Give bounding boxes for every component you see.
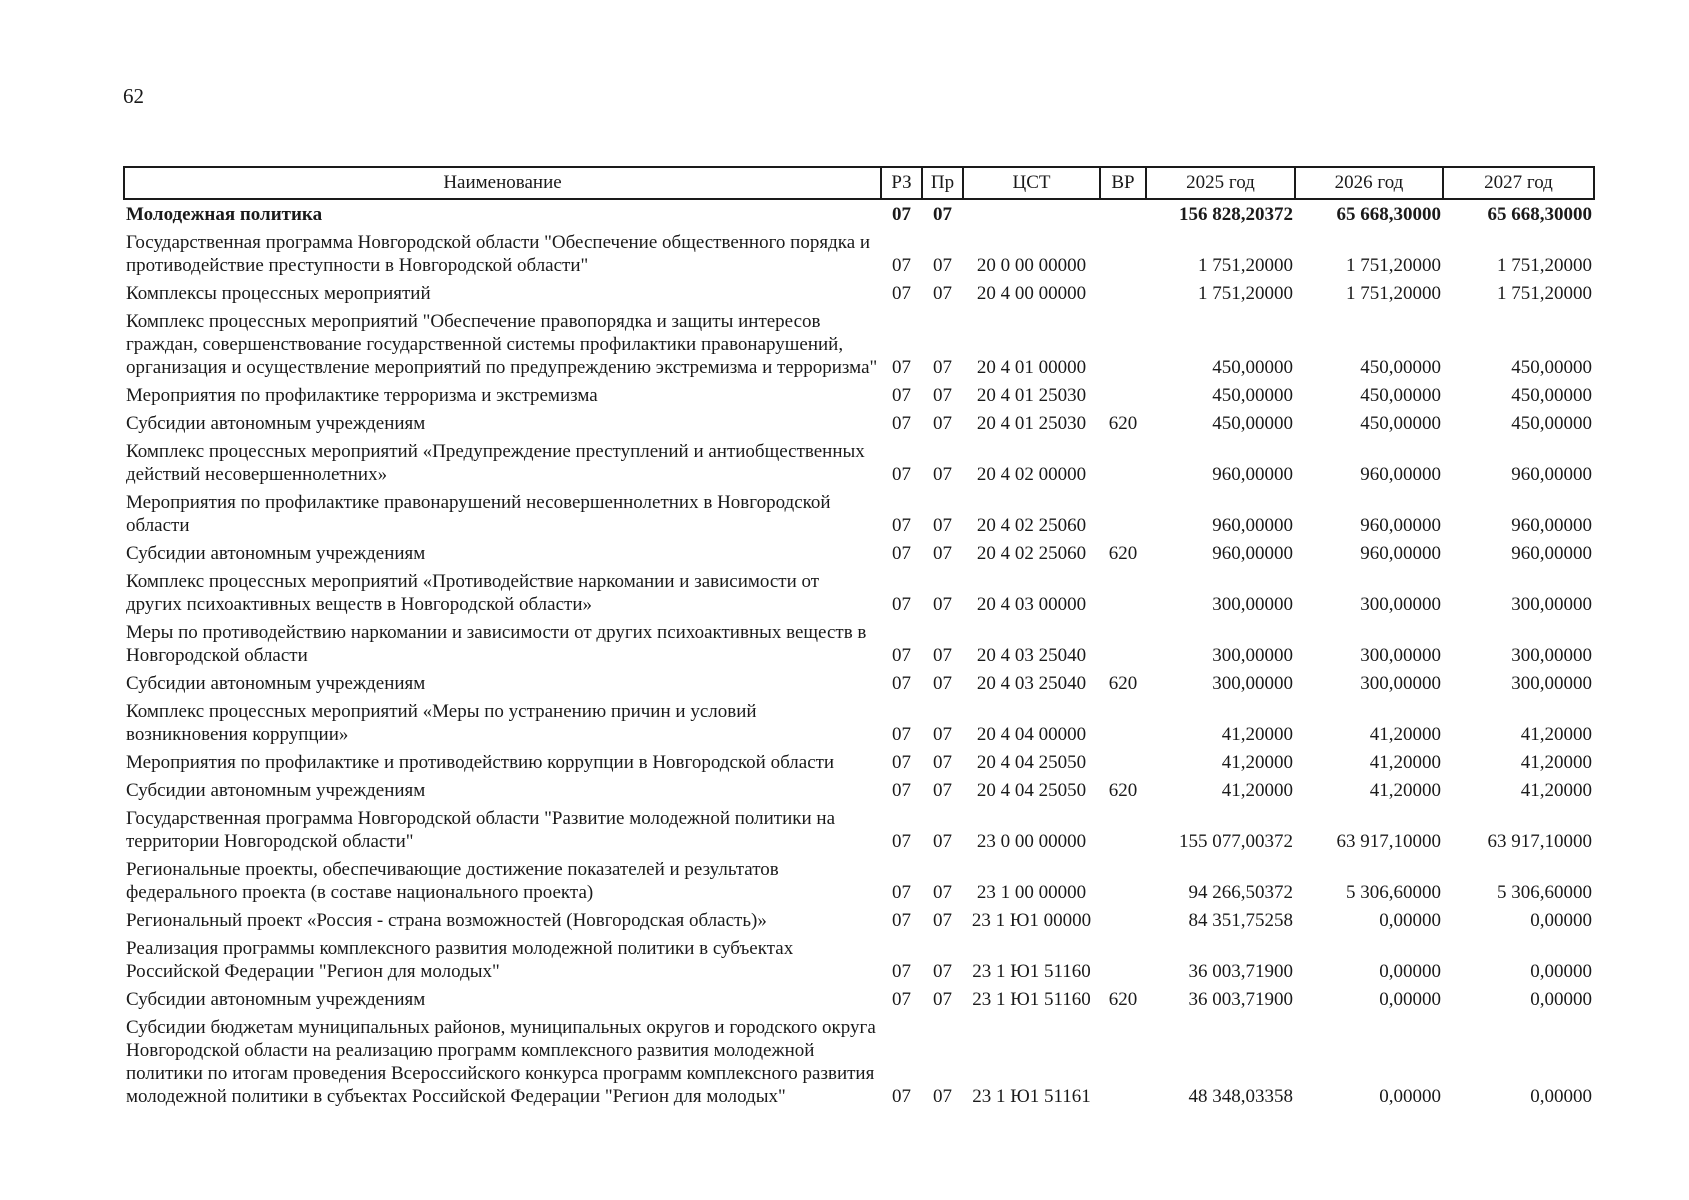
cell-vr — [1100, 802, 1146, 853]
cell-2026: 1 751,20000 — [1346, 255, 1441, 276]
table-row — [124, 277, 1594, 305]
cell-cst: 20 4 03 00000 — [976, 594, 1087, 615]
cell-pr: 07 — [933, 413, 952, 434]
cell-pr: 07 — [933, 255, 952, 276]
cell-pr: 07 — [933, 283, 952, 304]
cell-pr: 07 — [933, 357, 952, 378]
cell-2026: 300,00000 — [1360, 645, 1441, 666]
cell-vr: 620 — [1108, 673, 1138, 694]
cell-rz: 07 — [892, 413, 911, 434]
cell-2025: 450,00000 — [1212, 357, 1293, 378]
cell-vr: 620 — [1108, 780, 1138, 801]
cell-rz: 07 — [892, 673, 911, 694]
cell-cst: 23 0 00 00000 — [976, 831, 1087, 852]
cell-vr: 620 — [1108, 413, 1138, 434]
cell-2025: 300,00000 — [1212, 645, 1293, 666]
cell-2027: 63 917,10000 — [1487, 831, 1592, 852]
cell-pr: 07 — [933, 1086, 952, 1107]
cell-2027: 300,00000 — [1511, 673, 1592, 694]
cell-rz: 07 — [892, 1086, 911, 1107]
table-row — [124, 904, 1594, 932]
table-row — [124, 407, 1594, 435]
cell-2027: 65 668,30000 — [1487, 204, 1592, 225]
cell-name: Мероприятия по профилактике правонарушений несовершеннолетних в Новгородской области — [126, 492, 831, 536]
cell-pr: 07 — [933, 645, 952, 666]
table-row — [124, 853, 1594, 904]
cell-vr: 620 — [1108, 543, 1138, 564]
cell-2025: 155 077,00372 — [1179, 831, 1293, 852]
cell-2027: 1 751,20000 — [1497, 283, 1592, 304]
cell-2027: 960,00000 — [1511, 543, 1592, 564]
cell-2025: 41,20000 — [1221, 752, 1293, 773]
cell-2026: 450,00000 — [1360, 413, 1441, 434]
cell-name: Субсидии автономным учреждениям — [126, 673, 426, 694]
cell-vr — [1100, 277, 1146, 305]
cell-cst: 23 1 Ю1 00000 — [971, 910, 1092, 931]
cell-name: Субсидии автономным учреждениям — [126, 780, 426, 801]
cell-rz: 07 — [892, 752, 911, 773]
cell-2025: 960,00000 — [1212, 543, 1293, 564]
cell-cst: 20 4 04 25050 — [976, 780, 1087, 801]
cell-2027: 450,00000 — [1511, 385, 1592, 406]
cell-2027: 300,00000 — [1511, 645, 1592, 666]
cell-rz: 07 — [892, 255, 911, 276]
cell-vr — [1100, 932, 1146, 983]
cell-vr — [1100, 199, 1146, 226]
table-row — [124, 616, 1594, 667]
cell-2027: 0,00000 — [1530, 961, 1592, 982]
cell-2026: 0,00000 — [1379, 1086, 1441, 1107]
cell-cst: 20 4 03 25040 — [976, 673, 1087, 694]
cell-2026: 1 751,20000 — [1346, 283, 1441, 304]
table-header-row — [124, 167, 1594, 199]
cell-cst: 23 1 Ю1 51160 — [972, 961, 1091, 982]
cell-name: Субсидии автономным учреждениям — [126, 543, 426, 564]
cell-pr: 07 — [933, 594, 952, 615]
cell-cst — [963, 199, 1100, 226]
cell-vr — [1100, 435, 1146, 486]
cell-rz: 07 — [892, 961, 911, 982]
cell-vr — [1100, 1011, 1146, 1108]
cell-2027: 0,00000 — [1530, 910, 1592, 931]
cell-rz: 07 — [892, 464, 911, 485]
cell-pr: 07 — [933, 882, 952, 903]
cell-cst: 23 1 Ю1 51160 — [972, 989, 1091, 1010]
cell-name: Комплекс процессных мероприятий «Противодействие наркомании и зависимости от других психоактивных веществ в Новгородской области» — [126, 571, 820, 615]
page-number: 62 — [123, 84, 144, 108]
cell-vr — [1100, 695, 1146, 746]
cell-2025: 48 348,03358 — [1188, 1086, 1293, 1107]
table-row — [124, 746, 1594, 774]
budget-table-container — [123, 166, 1593, 1108]
cell-vr — [1100, 486, 1146, 537]
cell-name: Региональные проекты, обеспечивающие достижение показателей и результатов федерального проекта (в составе национального проекта) — [126, 859, 779, 903]
cell-2026: 0,00000 — [1379, 989, 1441, 1010]
cell-rz: 07 — [892, 724, 911, 745]
cell-rz: 07 — [892, 283, 911, 304]
table-row — [124, 199, 1594, 226]
cell-cst: 20 4 01 00000 — [976, 357, 1087, 378]
cell-pr: 07 — [933, 831, 952, 852]
cell-pr: 07 — [933, 724, 952, 745]
cell-rz: 07 — [892, 204, 911, 225]
cell-name: Государственная программа Новгородской области "Обеспечение общественного порядка и противодействие преступности в Новгородской области" — [126, 232, 871, 276]
cell-name: Комплекс процессных мероприятий "Обеспечение правопорядка и защиты интересов граждан, совершенствование государственной системы профилактики правонарушений, организация и осуществление мероприятий по предупреждению экстремизма и терроризма" — [126, 311, 878, 378]
cell-rz: 07 — [892, 515, 911, 536]
cell-2027: 450,00000 — [1511, 357, 1592, 378]
table-row — [124, 226, 1594, 277]
cell-2025: 450,00000 — [1212, 413, 1293, 434]
cell-name: Мероприятия по профилактике и противодействию коррупции в Новгородской области — [126, 752, 835, 773]
table-row — [124, 1011, 1594, 1108]
cell-vr — [1100, 305, 1146, 379]
cell-2026: 300,00000 — [1360, 594, 1441, 615]
cell-name: Меры по противодействию наркомании и зависимости от других психоактивных веществ в Новгородской области — [126, 622, 867, 666]
cell-cst: 20 4 04 00000 — [976, 724, 1087, 745]
header-2025: 2025 год — [1146, 167, 1295, 199]
cell-2025: 36 003,71900 — [1188, 989, 1293, 1010]
table-row — [124, 932, 1594, 983]
table-row — [124, 379, 1594, 407]
cell-pr: 07 — [933, 910, 952, 931]
cell-pr: 07 — [933, 464, 952, 485]
cell-cst: 20 4 01 25030 — [976, 385, 1087, 406]
header-name: Наименование — [124, 167, 881, 199]
cell-name: Субсидии автономным учреждениям — [126, 989, 426, 1010]
cell-cst: 20 0 00 00000 — [976, 255, 1087, 276]
cell-vr: 620 — [1108, 989, 1138, 1010]
cell-2027: 1 751,20000 — [1497, 255, 1592, 276]
cell-rz: 07 — [892, 357, 911, 378]
cell-2027: 0,00000 — [1530, 1086, 1592, 1107]
cell-2025: 300,00000 — [1212, 673, 1293, 694]
cell-rz: 07 — [892, 780, 911, 801]
cell-rz: 07 — [892, 989, 911, 1010]
cell-pr: 07 — [933, 204, 952, 225]
header-pr: Пр — [922, 167, 963, 199]
cell-2025: 94 266,50372 — [1188, 882, 1293, 903]
table-row — [124, 565, 1594, 616]
cell-vr — [1100, 616, 1146, 667]
cell-cst: 20 4 02 25060 — [976, 543, 1087, 564]
cell-rz: 07 — [892, 831, 911, 852]
cell-2027: 0,00000 — [1530, 989, 1592, 1010]
header-cst: ЦСТ — [963, 167, 1100, 199]
cell-2027: 960,00000 — [1511, 464, 1592, 485]
cell-name: Комплексы процессных мероприятий — [126, 283, 431, 304]
cell-2025: 960,00000 — [1212, 515, 1293, 536]
table-row — [124, 486, 1594, 537]
cell-2025: 36 003,71900 — [1188, 961, 1293, 982]
cell-cst: 23 1 Ю1 51161 — [972, 1086, 1091, 1107]
cell-pr: 07 — [933, 961, 952, 982]
cell-2025: 41,20000 — [1221, 724, 1293, 745]
table-body — [124, 199, 1594, 1108]
cell-vr — [1100, 565, 1146, 616]
table-row — [124, 667, 1594, 695]
cell-2025: 156 828,20372 — [1179, 204, 1293, 225]
cell-vr — [1100, 853, 1146, 904]
cell-2026: 41,20000 — [1369, 724, 1441, 745]
cell-2026: 41,20000 — [1369, 780, 1441, 801]
table-row — [124, 305, 1594, 379]
cell-rz: 07 — [892, 385, 911, 406]
header-2026: 2026 год — [1295, 167, 1443, 199]
cell-2025: 1 751,20000 — [1198, 255, 1293, 276]
cell-2025: 450,00000 — [1212, 385, 1293, 406]
header-rz: РЗ — [881, 167, 922, 199]
cell-cst: 20 4 02 00000 — [976, 464, 1087, 485]
cell-pr: 07 — [933, 780, 952, 801]
cell-2025: 960,00000 — [1212, 464, 1293, 485]
cell-name: Реализация программы комплексного развития молодежной политики в субъектах Российской Федерации "Регион для молодых" — [126, 938, 794, 982]
cell-cst: 23 1 00 00000 — [976, 882, 1087, 903]
table-row — [124, 774, 1594, 802]
cell-pr: 07 — [933, 543, 952, 564]
cell-2026: 960,00000 — [1360, 464, 1441, 485]
cell-2027: 41,20000 — [1520, 724, 1592, 745]
cell-2026: 5 306,60000 — [1346, 882, 1441, 903]
cell-rz: 07 — [892, 543, 911, 564]
cell-rz: 07 — [892, 594, 911, 615]
cell-2026: 960,00000 — [1360, 515, 1441, 536]
cell-name: Комплекс процессных мероприятий «Предупреждение преступлений и антиобщественных действий несовершеннолетних» — [126, 441, 865, 485]
cell-2026: 300,00000 — [1360, 673, 1441, 694]
cell-2026: 41,20000 — [1369, 752, 1441, 773]
cell-2027: 960,00000 — [1511, 515, 1592, 536]
cell-name: Комплекс процессных мероприятий «Меры по устранению причин и условий возникновения коррупции» — [126, 701, 757, 745]
cell-name: Региональный проект «Россия - страна возможностей (Новгородская область)» — [126, 910, 767, 931]
table-row — [124, 537, 1594, 565]
cell-2026: 0,00000 — [1379, 961, 1441, 982]
cell-2027: 300,00000 — [1511, 594, 1592, 615]
cell-2026: 63 917,10000 — [1336, 831, 1441, 852]
table-row — [124, 435, 1594, 486]
cell-rz: 07 — [892, 882, 911, 903]
cell-name: Мероприятия по профилактике терроризма и экстремизма — [126, 385, 598, 406]
cell-2026: 0,00000 — [1379, 910, 1441, 931]
cell-2026: 450,00000 — [1360, 357, 1441, 378]
cell-2025: 41,20000 — [1221, 780, 1293, 801]
cell-2025: 84 351,75258 — [1188, 910, 1293, 931]
cell-cst: 20 4 01 25030 — [976, 413, 1087, 434]
cell-cst: 20 4 00 00000 — [976, 283, 1087, 304]
cell-rz: 07 — [892, 910, 911, 931]
cell-2026: 65 668,30000 — [1336, 204, 1441, 225]
cell-vr — [1100, 226, 1146, 277]
cell-2026: 960,00000 — [1360, 543, 1441, 564]
cell-pr: 07 — [933, 752, 952, 773]
cell-name: Субсидии бюджетам муниципальных районов, муниципальных округов и городского округа Новгородской области на реализацию программ комплексного развития молодежной политики по итогам проведения Всероссийского конкурса программ комплексного развития молодежной политики в субъектах Российской Федерации "Регион для молодых" — [126, 1017, 876, 1107]
header-2027: 2027 год — [1443, 167, 1594, 199]
table-row — [124, 695, 1594, 746]
cell-vr — [1100, 904, 1146, 932]
cell-vr — [1100, 746, 1146, 774]
cell-2027: 41,20000 — [1520, 780, 1592, 801]
cell-2025: 300,00000 — [1212, 594, 1293, 615]
table-row — [124, 802, 1594, 853]
cell-name: Субсидии автономным учреждениям — [126, 413, 426, 434]
cell-2027: 5 306,60000 — [1497, 882, 1592, 903]
cell-name: Молодежная политика — [126, 204, 323, 225]
cell-2027: 41,20000 — [1520, 752, 1592, 773]
cell-2027: 450,00000 — [1511, 413, 1592, 434]
cell-2025: 1 751,20000 — [1198, 283, 1293, 304]
cell-2026: 450,00000 — [1360, 385, 1441, 406]
cell-cst: 20 4 04 25050 — [976, 752, 1087, 773]
cell-pr: 07 — [933, 515, 952, 536]
cell-pr: 07 — [933, 385, 952, 406]
cell-cst: 20 4 02 25060 — [976, 515, 1087, 536]
cell-rz: 07 — [892, 645, 911, 666]
cell-name: Государственная программа Новгородской области "Развитие молодежной политики на территории Новгородской области" — [126, 808, 836, 852]
table-row — [124, 983, 1594, 1011]
cell-vr — [1100, 379, 1146, 407]
cell-pr: 07 — [933, 673, 952, 694]
cell-pr: 07 — [933, 989, 952, 1010]
budget-table — [123, 166, 1595, 1108]
header-vr: ВР — [1100, 167, 1146, 199]
cell-cst: 20 4 03 25040 — [976, 645, 1087, 666]
